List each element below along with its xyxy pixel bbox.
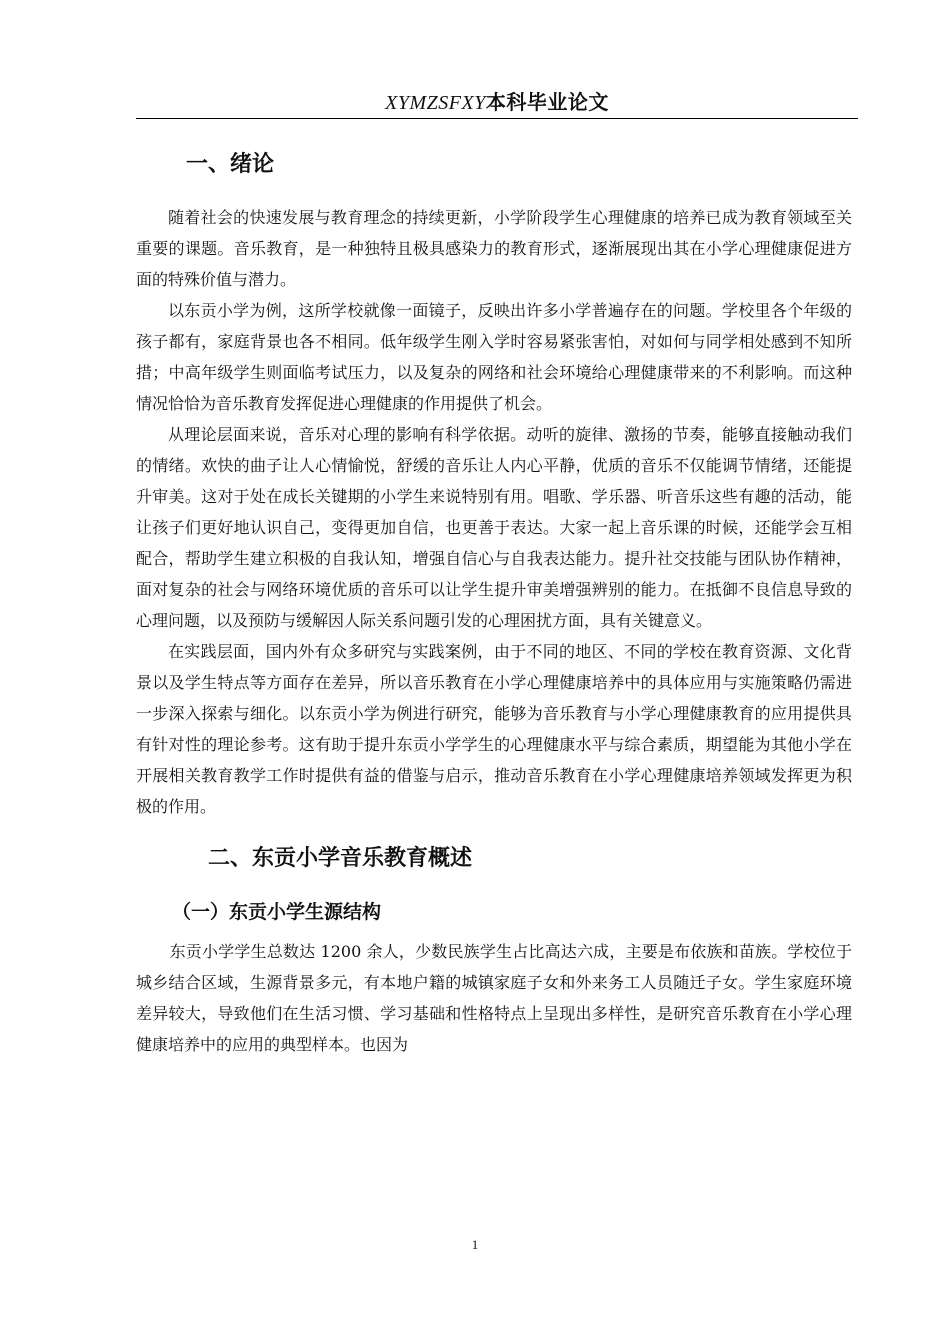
paragraph: 以东贡小学为例，这所学校就像一面镜子，反映出许多小学普遍存在的问题。学校里各个年级的孩子都有，家庭背景也各不相同。低年级学生刚入学时容易紧张害怕，对如何与同学相处感到不知所措；中高年级学生则面临考试压力，以及复杂的网络和社会环境给心理健康带来的不利影响。而这种情况恰恰为音乐教育发挥促进心理健康的作用提供了机会。 — [136, 301, 852, 413]
header-rule — [136, 118, 858, 119]
section-heading-music-education: 二、东贡小学音乐教育概述 — [208, 846, 473, 871]
paragraph: 在实践层面，国内外有众多研究与实践案例，由于不同的地区、不同的学校在教育资源、文化背景以及学生特点等方面存在差异，所以音乐教育在小学心理健康培养中的具体应用与实施策略仍需进一步深入探索与细化。以东贡小学为例进行研究，能够为音乐教育与小学心理健康教育的应用提供具有针对性的理论参考。这有助于提升东贡小学学生的心理健康水平与综合素质，期望能为其他小学在开展相关教育教学工作时提供有益的借鉴与启示，推动音乐教育在小学心理健康培养领域发挥更为积极的作用。 — [136, 642, 852, 816]
paragraph: 东贡小学学生总数达 1200 余人，少数民族学生占比高达六成，主要是布依族和苗族。学校位于城乡结合区域，生源背景多元，有本地户籍的城镇家庭子女和外来务工人员随迁子女。学生家庭环境差异较大，导致他们在生活习惯、学习基础和性格特点上呈现出多样性，是研究音乐教育在小学心理健康培养中的应用的典型样本。也因为 — [136, 942, 852, 1054]
section-heading-introduction: 一、绪论 — [186, 152, 275, 177]
subsection-heading-student-structure: （一）东贡小学生源结构 — [172, 901, 382, 923]
header-title: 本科毕业论文 — [485, 90, 609, 114]
paragraph: 随着社会的快速发展与教育理念的持续更新，小学阶段学生心理健康的培养已成为教育领域至关重要的课题。音乐教育，是一种独特且极具感染力的教育形式，逐渐展现出其在小学心理健康促进方面的特殊价值与潜力。 — [136, 208, 852, 289]
paragraph: 从理论层面来说，音乐对心理的影响有科学依据。动听的旋律、激扬的节奏，能够直接触动我们的情绪。欢快的曲子让人心情愉悦，舒缓的音乐让人内心平静，优质的音乐不仅能调节情绪，还能提升审美。这对于处在成长关键期的小学生来说特别有用。唱歌、学乐器、听音乐这些有趣的活动，能让孩子们更好地认识自己，变得更加自信，也更善于表达。大家一起上音乐课的时候，还能学会互相配合，帮助学生建立积极的自我认知，增强自信心与自我表达能力。提升社交技能与团队协作精神，面对复杂的社会与网络环境优质的音乐可以让学生提升审美增强辨别的能力。在抵御不良信息导致的心理问题，以及预防与缓解因人际关系问题引发的心理困扰方面，具有关键意义。 — [136, 425, 852, 630]
page-body — [136, 142, 852, 1060]
page-number: 1 — [471, 1237, 479, 1252]
header-latin: XYMZSFXY — [385, 92, 486, 114]
running-header — [136, 88, 858, 117]
